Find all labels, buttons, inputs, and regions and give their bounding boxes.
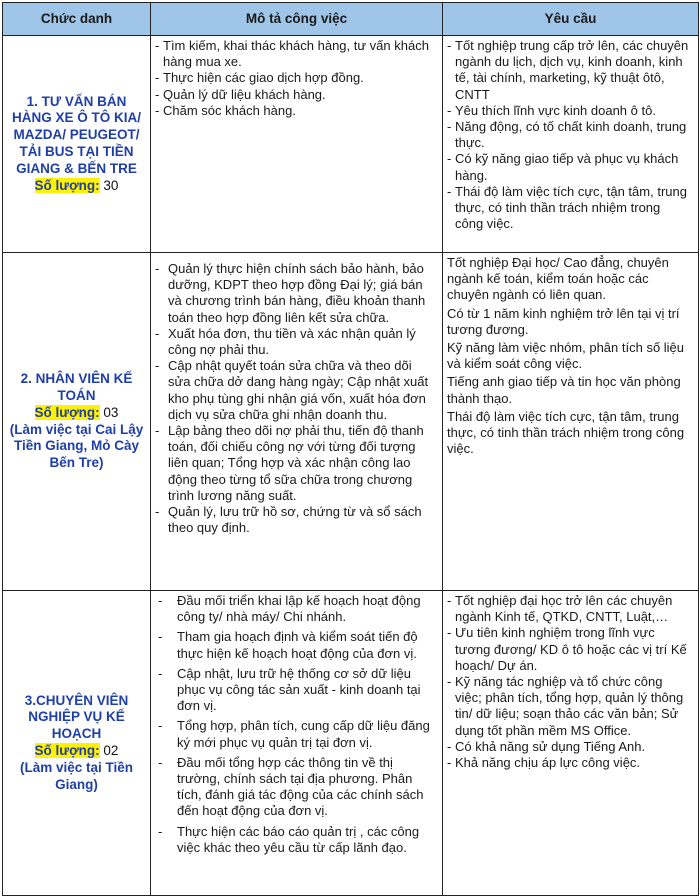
header-row: [3, 3, 699, 36]
description-item: - Quản lý thực hiện chính sách bảo hành, bảo dưỡng, KDPT theo hợp đồng Đại lý; giá bán và chương trình bán hàng, điều khoản thanh toán theo hợp đồng liên kết sửa chữa.: [155, 261, 436, 326]
header-requirements: Yêu cầu: [443, 3, 699, 36]
requirements-cell: [443, 253, 699, 591]
header-description: Mô tả công việc: [151, 3, 443, 36]
description-item: - Đầu mối triển khai lập kế hoạch hoạt động công ty/ nhà máy/ Chi nhánh.: [155, 593, 436, 625]
quantity-label: Số lượng:: [34, 404, 100, 420]
position-title: 1. TƯ VẤN BÁN HÀNG XE Ô TÔ KIA/ MAZDA/ PEUGEOT/ TẢI BUS TẠI TIỀN GIANG & BẾN TRE: [11, 93, 141, 176]
requirement-item: - Tốt nghiệp đại học trở lên các chuyên ngành Kinh tế, QTKD, CNTT, Luật,…: [447, 593, 692, 625]
position-title: 2. NHÂN VIÊN KẾ TOÁN: [20, 371, 133, 403]
position-cell: [3, 36, 151, 253]
position-title: 3.CHUYÊN VIÊN NGHIỆP VỤ KẾ HOẠCH: [24, 692, 129, 742]
requirements-cell: [443, 591, 699, 896]
requirement-item: Có từ 1 năm kinh nghiệm trở lên tại vị trí tương đương.: [447, 305, 680, 337]
requirement-item: - Kỹ năng tác nghiệp và tổ chức công việc; phân tích, tổng hợp, quản lý thông tin/ dữ liệu; soạn thảo các văn bản; Sử dụng tốt phần mềm MS Office.: [447, 674, 692, 739]
description-item: - Chăm sóc khách hàng.: [155, 103, 436, 119]
description-item: - Thực hiện các giao dịch hợp đồng.: [155, 70, 436, 86]
description-cell: [151, 36, 443, 253]
requirement-item: Tiếng anh giao tiếp và tin học văn phòng thành thạo.: [447, 374, 681, 406]
description-cell: [151, 253, 443, 591]
requirement-item: - Ưu tiên kinh nghiệm trong lĩnh vực tương đương/ KD ô tô hoặc các vị trí Kế hoạch/ Dự án.: [447, 625, 692, 674]
quantity: [8, 743, 145, 760]
requirement-item: - Yêu thích lĩnh vực kinh doanh ô tô.: [447, 103, 692, 119]
requirement-item: - Khả năng chịu áp lực công việc.: [447, 755, 692, 771]
requirements-cell: [443, 36, 699, 253]
description-item: - Tìm kiếm, khai thác khách hàng, tư vấn khách hàng mua xe.: [155, 38, 436, 70]
requirement-item: - Tốt nghiệp trung cấp trở lên, các chuyên ngành du lịch, dịch vụ, kinh doanh, kinh tế, tài chính, marketing, kỹ thuật ôtô, CNTT: [447, 38, 692, 103]
position-cell: [3, 253, 151, 591]
requirement-item: Thái độ làm việc tích cực, tận tâm, trung thực, có tinh thần trách nhiệm trong công việc.: [447, 408, 685, 457]
table-row: [3, 253, 699, 591]
quantity: [8, 405, 145, 422]
header-position: Chức danh: [3, 3, 151, 36]
table-row: [3, 36, 699, 253]
position-cell: [3, 591, 151, 896]
quantity-value: 02: [99, 743, 119, 758]
description-item: - Thực hiện các báo cáo quản trị , các công việc khác theo yêu cầu từ cấp lãnh đạo.: [155, 824, 436, 856]
description-item: - Tham gia hoạch định và kiểm soát tiến độ thực hiện kế hoạch hoạt động của đơn vị.: [155, 629, 436, 661]
description-item: - Đầu mối tổng hợp các thông tin về thị trường, chính sách tại địa phương. Phân tích, đánh giá tác động của các chính sách đến hoạt động của đơn vị.: [155, 755, 436, 820]
table-row: [3, 591, 699, 896]
requirement-item: - Có kỹ năng giao tiếp và phục vụ khách hàng.: [447, 151, 692, 183]
requirement-item: - Có khả năng sử dụng Tiếng Anh.: [447, 739, 692, 755]
requirement-item: - Năng động, có tố chất kinh doanh, trung thực.: [447, 119, 692, 151]
job-table: [2, 2, 699, 896]
description-item: - Lập bảng theo dõi nợ phải thu, tiến độ thanh toán, đối chiếu công nợ với từng đối tượng liên quan; Tổng hợp và xác nhận công lao động theo từng tổ sữa chữa trong chương trình lương năng suất.: [155, 423, 436, 504]
description-item: - Cập nhật, lưu trữ hệ thống cơ sở dữ liệu phục vụ công tác sản xuất - kinh doanh tại đơn vị.: [155, 666, 436, 715]
description-item: - Xuất hóa đơn, thu tiền và xác nhận quản lý công nợ phải thu.: [155, 326, 436, 358]
quantity-value: 30: [99, 177, 119, 193]
requirement-item: Tốt nghiệp Đại học/ Cao đẳng, chuyên ngành kế toán, kiểm toán hoặc các chuyên ngành có liên quan.: [447, 255, 669, 303]
description-item: - Cập nhật quyết toán sửa chữa và theo dõi sửa chữa dở dang hàng ngày; Cập nhật xuất kho phụ tùng ghi nhận giá vốn, xuất hóa đơn dịch vụ sửa chữa ghi nhận doanh thu.: [155, 358, 436, 423]
work-location-note: (Làm việc tại Tiền Giang): [19, 759, 134, 792]
description-item: - Quản lý, lưu trữ hồ sơ, chứng từ và sổ sách theo quy định.: [155, 504, 436, 536]
description-item: - Tổng hợp, phân tích, cung cấp dữ liệu đăng ký mới phục vụ quản trị tại đơn vị.: [155, 718, 436, 750]
quantity: [8, 178, 145, 195]
description-item: - Quản lý dữ liệu khách hàng.: [155, 87, 436, 103]
requirement-item: Kỹ năng làm việc nhóm, phân tích số liệu và kiểm soát công việc.: [447, 340, 685, 372]
quantity-label: Số lượng:: [34, 743, 100, 758]
description-cell: [151, 591, 443, 896]
work-location-note: (Làm việc tại Cai Lậy Tiền Giang, Mỏ Cày Bến Tre): [9, 421, 144, 471]
quantity-value: 03: [99, 404, 119, 420]
requirement-item: - Thái độ làm việc tích cực, tận tâm, trung thực, có tinh thần trách nhiệm trong công việc.: [447, 184, 692, 233]
quantity-label: Số lượng:: [34, 177, 100, 193]
